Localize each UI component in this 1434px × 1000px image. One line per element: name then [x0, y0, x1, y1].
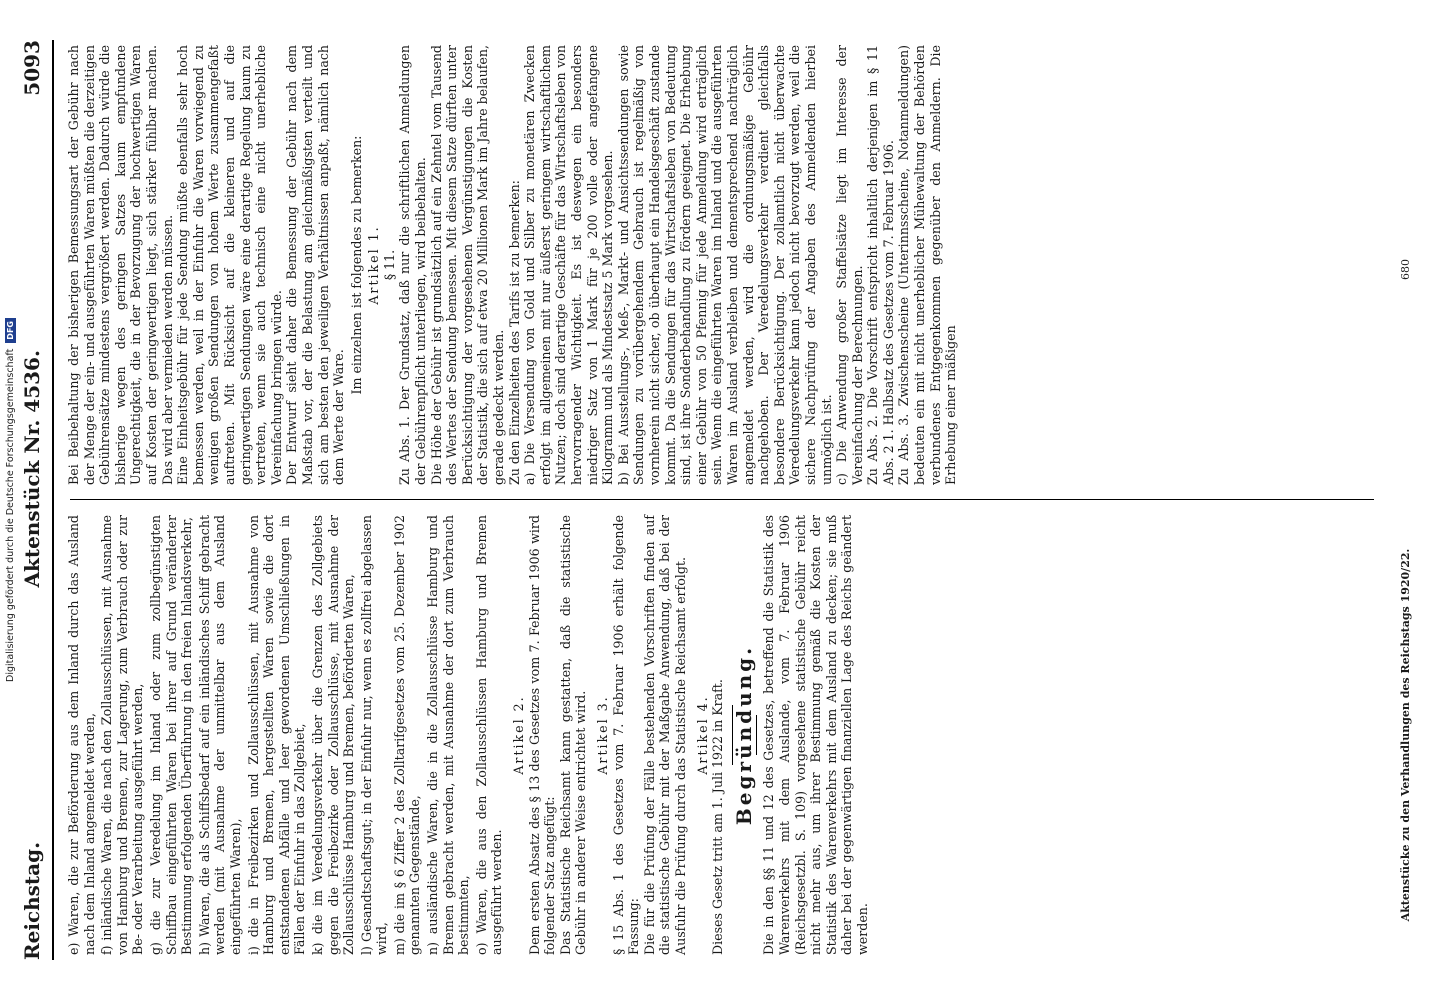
column-divider: [70, 499, 1374, 500]
paragraph: Der Entwurf sieht daher die Bemessung der Gebühr nach dem Maßstab vor, der die Belastung am gleichmäßigsten verteilt und sich am besten den jeweiligen Verhältnissen anpaßt, nämlich nach dem Werte der Ware.: [284, 45, 347, 485]
paragraph: Zu Abs. 2. Die Vorschrift entspricht inhaltlich derjenigen im § 11 Abs. 2 1. Halbsatz des Gesetzes vom 7. Februar 1906.: [865, 45, 896, 485]
left-column: [66, 515, 871, 955]
article-1-title: Artikel 1.: [366, 225, 382, 305]
scan-credit-rotated: [2, 0, 18, 1000]
list-item: k) die im Veredelungsverkehr über die Grenzen des Zollgebiets gegen die Freibezirke oder Zollausschlüsse, mit Ausnahme der Zollausschlüsse Hamburg und Bremen, beförderten Waren,: [309, 515, 357, 955]
list-item: h) Waren, die als Schiffsbedarf auf ein inländisches Schiff gebracht werden (mit Ausnahme der unmittelbar aus dem Ausland eingeführten Waren),: [196, 515, 243, 955]
paragraph: Bei Beibehaltung der bisherigen Bemessungsart der Gebühr nach der Menge der ein- und ausgeführten Waren müßten die derzeitigen Gebührensätze mindestens vergrößert werden. Dadurch würde die bisherige wegen des geringen Satzes kaum empfundene Ungerechtigkeit, die in der Bevorzugung der hochwertigen Waren auf Kosten der geringwertigen liegt, sich stärker fühlbar machen. Das wird aber vermieden werden müssen.: [66, 45, 175, 485]
article-2-text: Dem ersten Absatz des § 13 des Gesetzes vom 7. Februar 1906 wird folgender Satz angefügt:: [526, 515, 558, 955]
paragraph: Die Höhe der Gebühr ist grundsätzlich auf ein Zehntel vom Tausend des Wertes der Sendung bemessen. Mit diesem Satze dürften unter Berücksichtigung der vorgesehenen Vergünstigungen die Kosten der Statistik, die sich auf etwa 20 Millionen Mark im Jahre belaufen, gerade gedeckt werden.: [428, 45, 507, 485]
header-left: Reichstag.: [20, 841, 44, 960]
scan-credit-text: Digitalisierung gefördert durch die Deutsche Forschungsgemeinschaft: [4, 348, 16, 682]
begruendung-text: Die in den §§ 11 und 12 des Gesetzes, betreffend die Statistik des Warenverkehrs mit dem Auslande, vom 7. Februar 1906 (Reichsgesetzbl. S. 109) vorgesehene statistische Gebühr reicht nicht mehr aus, um ihrer Bestimmung gemäß die Kosten der Statistik des Warenverkehrs mit dem Ausland zu decken; sie muß daher bei der gegenwärtigen finanziellen Lage des Reichs geändert werden.: [761, 515, 870, 955]
list-item: n) ausländische Waren, die in die Zollausschlüsse Hamburg und Bremen gebracht werden, mit Ausnahme der dort zum Verbrauch bestimmten,: [425, 515, 472, 955]
list-item: i) die in Freibezirken und Zollausschlüssen, mit Ausnahme von Hamburg und Bremen, hergestellten Waren sowie die dort entstandenen Abfälle und leer gewordenen Umschließungen in Fällen der Einfuhr in das Zollgebiet,: [245, 515, 308, 955]
article-3-title: Artikel 3.: [595, 695, 610, 775]
begruendung-heading: Begründung.: [731, 644, 756, 826]
page-header: [20, 40, 44, 960]
right-column: [66, 45, 959, 485]
list-item: f) inländische Waren, die nach den Zollausschlüssen, mit Ausnahme von Hamburg und Bremen, zur Lagerung, zum Verbrauch oder zur Be- oder Verarbeitung ausgeführt werden,: [99, 515, 146, 955]
list-item: l) Gesandtschaftsgut; in der Einfuhr nur, wenn es zollfrei abgelassen wird,: [358, 515, 390, 955]
dfg-logo: DFG: [5, 318, 16, 343]
header-center: Aktenstück Nr. 4536.: [20, 350, 44, 588]
paragraph: Eine Einheitsgebühr für jede Sendung müßte ebenfalls sehr hoch bemessen werden, weil in der Einfuhr die Waren vorwiegend zu wenigen großen Sendungen von hohem Werte zusammengefaßt auftreten. Mit Rücksicht auf die kleineren und auf die geringwertigen Sendungen wäre eine derartige Regelung kaum zu vertreten, wenn sie auch technisch eine nicht unerhebliche Vereinfachung bringen würde.: [175, 45, 284, 485]
section-11-title: § 11.: [381, 249, 397, 281]
article-2-title: Artikel 2.: [511, 695, 527, 775]
header-page-number: 5093: [20, 40, 44, 96]
article-2-quote: Das Statistische Reichsamt kann gestatten, daß die statistische Gebühr in anderer Weise entrichtet wird.: [557, 515, 589, 955]
document-footer: Aktenstücke zu den Verhandlungen des Reichstags 1920/22.: [1399, 548, 1412, 922]
page-number: 680: [1399, 259, 1412, 280]
list-item: e) Waren, die zur Beförderung aus dem Inland durch das Ausland nach dem Inland angemeldet werden,: [66, 515, 97, 955]
article-4-title: Artikel 4.: [694, 695, 710, 775]
paragraph: Zu den Einzelheiten des Tarifs ist zu bemerken:: [506, 180, 522, 485]
paragraph: Zu Abs. 3. Zwischenscheine (Unterinnsscheine, Notanmeldungen) bedeuten ein mit nicht unerheblicher Mühewaltung der Behörden verbundenes Entgegenkommen gegenüber den Anmeldern. Die Erhebung einer mäßigen: [896, 45, 959, 485]
paragraph: Im einzelnen ist folgendes zu bemerken:: [348, 135, 364, 395]
header-rule: [52, 40, 54, 960]
article-3-text: § 15 Abs. 1 des Gesetzes vom 7. Februar 1906 erhält folgende Fassung:: [610, 515, 642, 955]
list-item: m) die im § 6 Ziffer 2 des Zolltarifgesetzes vom 25. Dezember 1902 genannten Gegenstände,: [391, 515, 423, 955]
article-4-text: Dieses Gesetz tritt am 1. Juli 1922 in Kraft.: [710, 679, 726, 955]
article-3-quote: Die für die Prüfung der Fälle bestehenden Vorschriften finden auf die statistische Gebühr mit der Maßgabe Anwendung, daß bei der Ausfuhr die Prüfung durch das Statistische Reichsamt erfolgt.: [641, 515, 688, 955]
paragraph: c) Die Anwendung großer Staffelsätze liegt im Interesse der Vereinfachung der Berechnungen.: [834, 45, 865, 485]
list-item: o) Waren, die aus den Zollausschlüssen Hamburg und Bremen ausgeführt werden.: [473, 515, 505, 955]
paragraph: a) Die Versendung von Gold und Silber zu monetären Zwecken erfolgt im allgemeinen mit nur äußerst geringem wirtschaftlichem Nutzen; doch sind derartige Geschäfte für das Wirtschaftsleben von hervorragender Wichtigkeit. Es ist deswegen ein besonders niedriger Satz von 1 Mark für je 200 volle oder angefangene Kilogramm und als Mindestsatz 5 Mark vorgesehen.: [522, 45, 616, 485]
scan-credit: [0, 0, 20, 1000]
list-item: g) die zur Veredelung im Inland oder zum zollbegünstigten Schiffbau eingeführten Waren bei ihrer auf Grund veränderter Bestimmung erfolgenden Überführung in den freien Inlandsverkehr,: [147, 515, 195, 955]
paragraph: b) Bei Ausstellungs-, Meß-, Markt- und Ansichtssendungen sowie Sendungen zu vorübergehendem Gebrauch ist regelmäßig von vornherein nicht sicher, ob überhaupt ein Handelsgeschäft zustande kommt. Da die Sendungen für das Wirtschaftsleben von Bedeutung sind, ist ihre Sonderbehandlung zu fördern geeignet. Die Erhebung einer Gebühr von 50 Pfennig für jede Anmeldung wird erträglich sein. Wenn die eingeführten Waren im Inland und die ausgeführten Waren im Ausland verbleiben und dementsprechend nachträglich angemeldet werden, wird die ordnungsmäßige Gebühr nachgehoben. Der Veredelungsverkehr verdient gleichfalls besondere Berücksichtigung. Der zollamtlich nicht überwachte Veredelungsverkehr kann jedoch nicht bevorzugt werden, weil die sichere Nachprüfung der Angaben des Anmeldenden hierbei unmöglich ist.: [615, 45, 834, 485]
divider: [756, 715, 757, 755]
paragraph: Zu Abs. 1. Der Grundsatz, daß nur die schriftlichen Anmeldungen der Gebührenpflicht unterliegen, wird beibehalten.: [397, 45, 429, 485]
